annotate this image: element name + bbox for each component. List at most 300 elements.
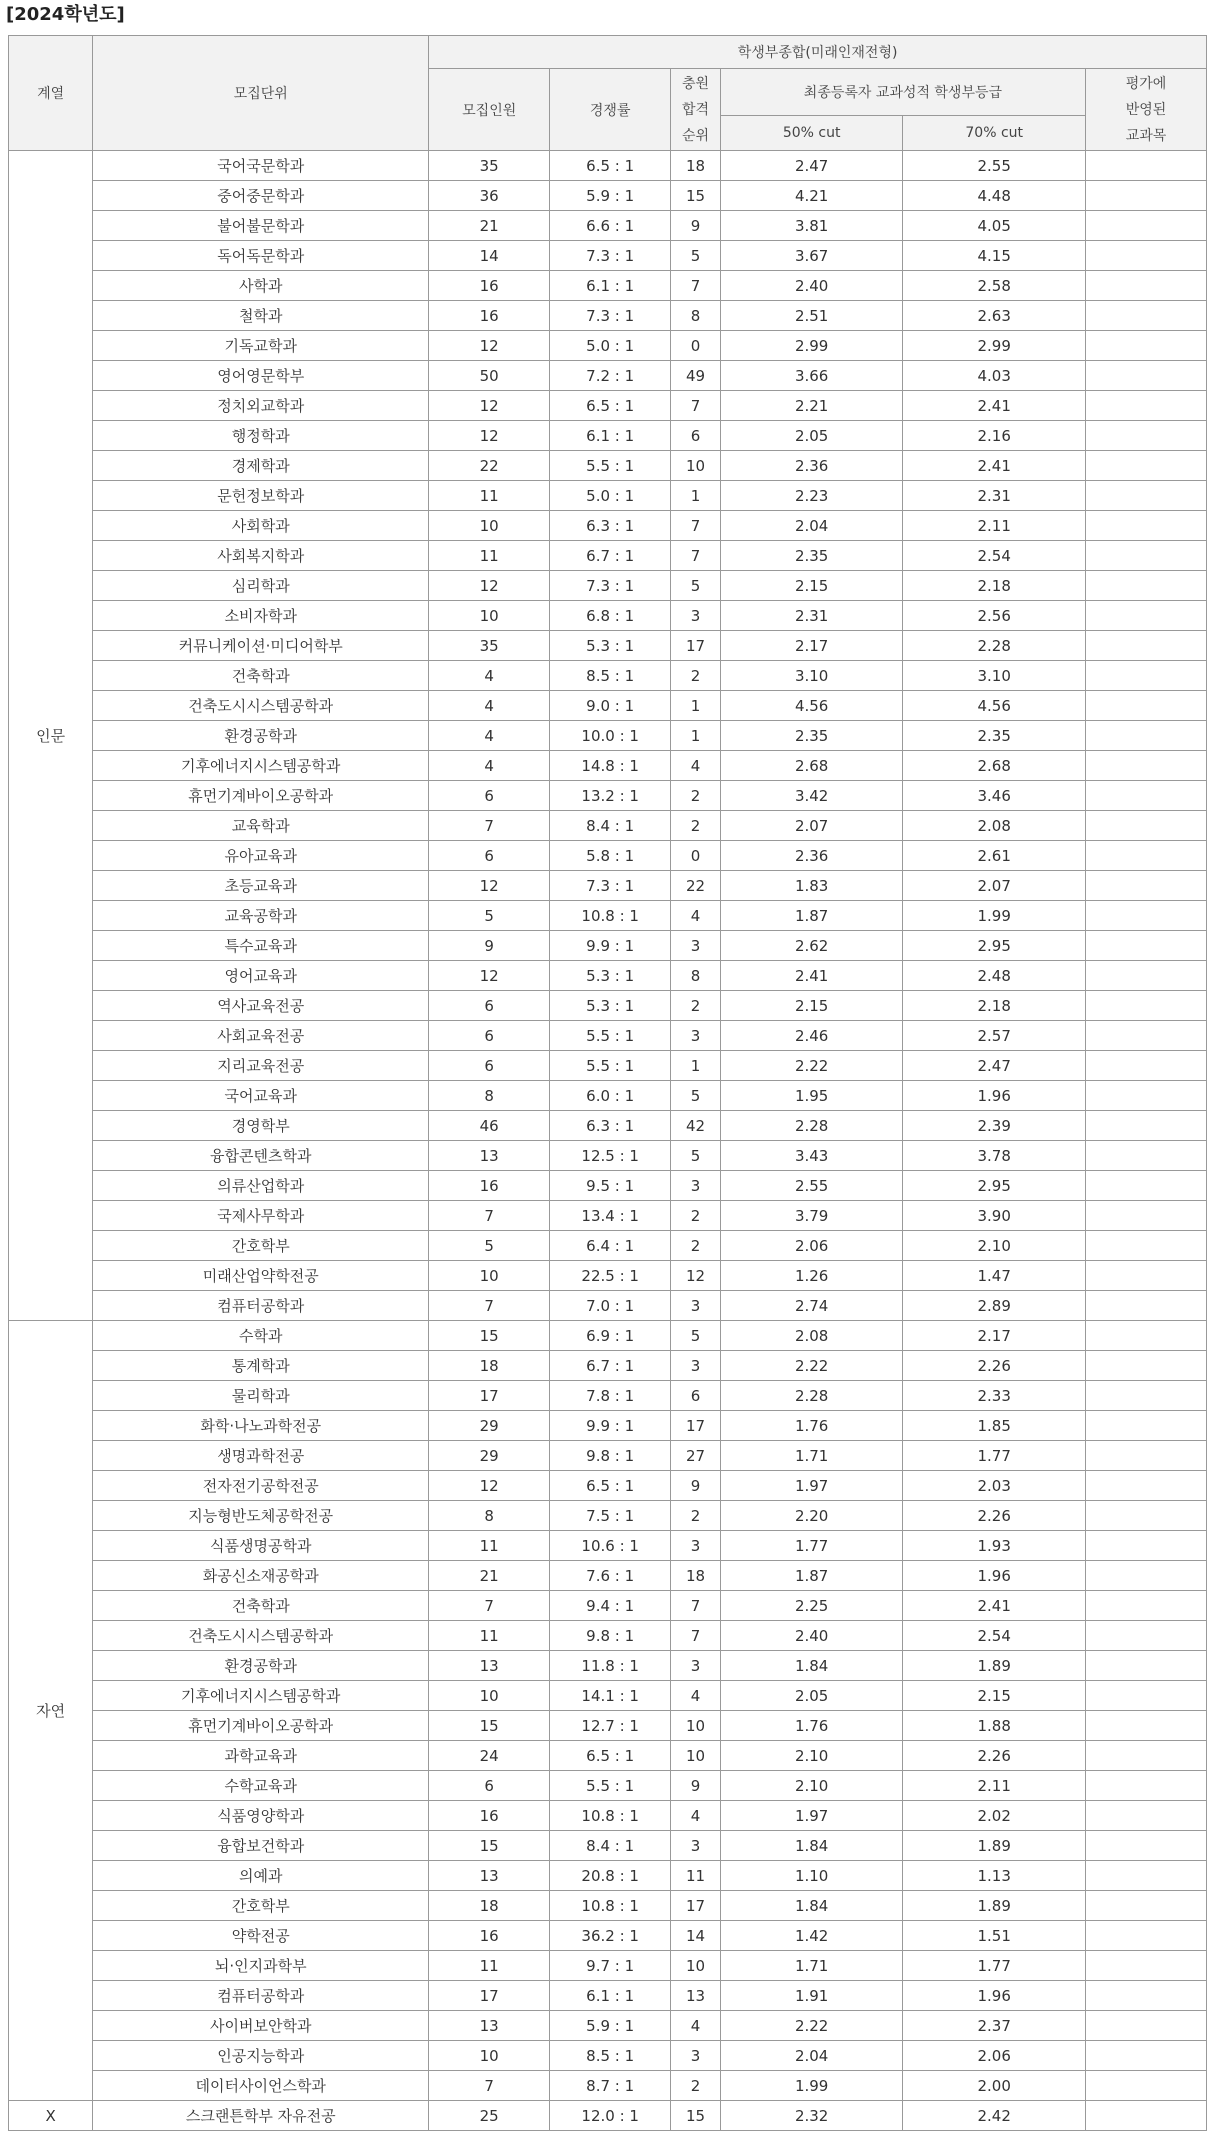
cut50-cell: 2.23 — [720, 481, 903, 511]
competition-cell: 7.6 : 1 — [550, 1561, 671, 1591]
waitlist-cell: 2 — [671, 1231, 721, 1261]
cut70-cell: 2.42 — [903, 2101, 1086, 2131]
competition-cell: 6.1 : 1 — [550, 421, 671, 451]
competition-cell: 5.3 : 1 — [550, 631, 671, 661]
capacity-cell: 10 — [429, 1261, 550, 1291]
waitlist-cell: 7 — [671, 391, 721, 421]
waitlist-cell: 10 — [671, 1711, 721, 1741]
subjects-cell — [1085, 751, 1206, 781]
competition-cell: 9.5 : 1 — [550, 1171, 671, 1201]
cut50-cell: 2.40 — [720, 1621, 903, 1651]
capacity-cell: 10 — [429, 601, 550, 631]
capacity-cell: 15 — [429, 1711, 550, 1741]
competition-cell: 8.5 : 1 — [550, 2041, 671, 2071]
capacity-cell: 12 — [429, 391, 550, 421]
table-row — [9, 211, 1207, 241]
capacity-cell: 11 — [429, 1621, 550, 1651]
competition-cell: 5.5 : 1 — [550, 1771, 671, 1801]
waitlist-cell: 4 — [671, 1681, 721, 1711]
waitlist-cell: 3 — [671, 1531, 721, 1561]
unit-cell: 휴먼기계바이오공학과 — [93, 781, 429, 811]
cut70-cell: 1.47 — [903, 1261, 1086, 1291]
subjects-cell — [1085, 1831, 1206, 1861]
cut70-cell: 2.61 — [903, 841, 1086, 871]
waitlist-cell: 0 — [671, 331, 721, 361]
table-row — [9, 301, 1207, 331]
capacity-cell: 10 — [429, 511, 550, 541]
table-row — [9, 271, 1207, 301]
cut50-cell: 2.28 — [720, 1111, 903, 1141]
subjects-cell — [1085, 481, 1206, 511]
competition-cell: 6.4 : 1 — [550, 1231, 671, 1261]
cut50-cell: 2.35 — [720, 541, 903, 571]
header-subjects-line: 반영된 — [1125, 101, 1167, 118]
cut50-cell: 1.71 — [720, 1951, 903, 1981]
competition-cell: 9.8 : 1 — [550, 1621, 671, 1651]
competition-cell: 5.3 : 1 — [550, 991, 671, 1021]
capacity-cell: 6 — [429, 841, 550, 871]
subjects-cell — [1085, 1621, 1206, 1651]
table-body — [9, 151, 1207, 2131]
waitlist-cell: 10 — [671, 1741, 721, 1771]
competition-cell: 7.5 : 1 — [550, 1501, 671, 1531]
capacity-cell: 10 — [429, 2041, 550, 2071]
cut50-cell: 1.76 — [720, 1411, 903, 1441]
table-row — [9, 1381, 1207, 1411]
cut70-cell: 2.41 — [903, 391, 1086, 421]
header-waitlist-line: 충원 — [681, 75, 710, 92]
cut50-cell: 2.25 — [720, 1591, 903, 1621]
cut70-cell: 2.06 — [903, 2041, 1086, 2071]
cut50-cell: 1.42 — [720, 1921, 903, 1951]
capacity-cell: 17 — [429, 1381, 550, 1411]
cut70-cell: 2.07 — [903, 871, 1086, 901]
capacity-cell: 16 — [429, 1801, 550, 1831]
competition-cell: 10.0 : 1 — [550, 721, 671, 751]
table-row — [9, 481, 1207, 511]
waitlist-cell: 1 — [671, 481, 721, 511]
cut70-cell: 1.89 — [903, 1831, 1086, 1861]
cut50-cell: 2.31 — [720, 601, 903, 631]
table-row — [9, 721, 1207, 751]
cut50-cell: 2.41 — [720, 961, 903, 991]
cut70-cell: 3.46 — [903, 781, 1086, 811]
table-row — [9, 1501, 1207, 1531]
capacity-cell: 46 — [429, 1111, 550, 1141]
unit-cell: 심리학과 — [93, 571, 429, 601]
unit-cell: 건축도시시스템공학과 — [93, 691, 429, 721]
cut70-cell: 2.10 — [903, 1231, 1086, 1261]
capacity-cell: 12 — [429, 961, 550, 991]
subjects-cell — [1085, 1351, 1206, 1381]
subjects-cell — [1085, 1771, 1206, 1801]
subjects-cell — [1085, 151, 1206, 181]
competition-cell: 6.7 : 1 — [550, 541, 671, 571]
table-row — [9, 1651, 1207, 1681]
capacity-cell: 12 — [429, 331, 550, 361]
cut70-cell: 2.15 — [903, 1681, 1086, 1711]
waitlist-cell: 27 — [671, 1441, 721, 1471]
table-row — [9, 1441, 1207, 1471]
cut70-cell: 1.99 — [903, 901, 1086, 931]
cut50-cell: 2.20 — [720, 1501, 903, 1531]
unit-cell: 소비자학과 — [93, 601, 429, 631]
capacity-cell: 24 — [429, 1741, 550, 1771]
cut70-cell: 4.15 — [903, 241, 1086, 271]
cut70-cell: 2.41 — [903, 1591, 1086, 1621]
table-row — [9, 1771, 1207, 1801]
waitlist-cell: 5 — [671, 1321, 721, 1351]
cut50-cell: 3.66 — [720, 361, 903, 391]
subjects-cell — [1085, 691, 1206, 721]
capacity-cell: 21 — [429, 1561, 550, 1591]
capacity-cell: 9 — [429, 931, 550, 961]
waitlist-cell: 1 — [671, 721, 721, 751]
competition-cell: 10.6 : 1 — [550, 1531, 671, 1561]
waitlist-cell: 9 — [671, 1771, 721, 1801]
cut50-cell: 2.17 — [720, 631, 903, 661]
cut70-cell: 2.48 — [903, 961, 1086, 991]
cut50-cell: 1.87 — [720, 901, 903, 931]
cut70-cell: 2.03 — [903, 1471, 1086, 1501]
competition-cell: 7.8 : 1 — [550, 1381, 671, 1411]
table-row — [9, 331, 1207, 361]
subjects-cell — [1085, 331, 1206, 361]
waitlist-cell: 9 — [671, 1471, 721, 1501]
cut70-cell: 2.95 — [903, 931, 1086, 961]
unit-cell: 화학·나노과학전공 — [93, 1411, 429, 1441]
competition-cell: 8.4 : 1 — [550, 811, 671, 841]
cut50-cell: 2.46 — [720, 1021, 903, 1051]
unit-cell: 정치외교학과 — [93, 391, 429, 421]
cut50-cell: 2.68 — [720, 751, 903, 781]
table-row — [9, 151, 1207, 181]
cut70-cell: 2.02 — [903, 1801, 1086, 1831]
subjects-cell — [1085, 211, 1206, 241]
table-row — [9, 1411, 1207, 1441]
header-cut70: 70% cut — [903, 116, 1086, 151]
waitlist-cell: 2 — [671, 811, 721, 841]
unit-cell: 인공지능학과 — [93, 2041, 429, 2071]
unit-cell: 국어국문학과 — [93, 151, 429, 181]
waitlist-cell: 7 — [671, 541, 721, 571]
unit-cell: 물리학과 — [93, 1381, 429, 1411]
competition-cell: 7.3 : 1 — [550, 571, 671, 601]
cut70-cell: 4.56 — [903, 691, 1086, 721]
waitlist-cell: 8 — [671, 961, 721, 991]
waitlist-cell: 2 — [671, 2071, 721, 2101]
table-header — [9, 36, 1207, 151]
unit-cell: 불어불문학과 — [93, 211, 429, 241]
unit-cell: 융합콘텐츠학과 — [93, 1141, 429, 1171]
waitlist-cell: 9 — [671, 211, 721, 241]
unit-cell: 국어교육과 — [93, 1081, 429, 1111]
waitlist-cell: 42 — [671, 1111, 721, 1141]
waitlist-cell: 4 — [671, 1801, 721, 1831]
waitlist-cell: 15 — [671, 181, 721, 211]
cut50-cell: 2.74 — [720, 1291, 903, 1321]
cut70-cell: 1.96 — [903, 1081, 1086, 1111]
unit-cell: 식품영양학과 — [93, 1801, 429, 1831]
header-grade-group: 최종등록자 교과성적 학생부등급 — [720, 69, 1085, 116]
unit-cell: 식품생명공학과 — [93, 1531, 429, 1561]
subjects-cell — [1085, 1441, 1206, 1471]
competition-cell: 9.8 : 1 — [550, 1441, 671, 1471]
unit-cell: 과학교육과 — [93, 1741, 429, 1771]
subjects-cell — [1085, 1681, 1206, 1711]
table-row — [9, 361, 1207, 391]
table-row — [9, 241, 1207, 271]
cut70-cell: 2.17 — [903, 1321, 1086, 1351]
capacity-cell: 50 — [429, 361, 550, 391]
competition-cell: 9.7 : 1 — [550, 1951, 671, 1981]
cut50-cell: 1.91 — [720, 1981, 903, 2011]
subjects-cell — [1085, 2041, 1206, 2071]
subjects-cell — [1085, 1201, 1206, 1231]
capacity-cell: 11 — [429, 541, 550, 571]
competition-cell: 10.8 : 1 — [550, 1801, 671, 1831]
cut70-cell: 2.26 — [903, 1501, 1086, 1531]
cut70-cell: 2.41 — [903, 451, 1086, 481]
cut70-cell: 2.18 — [903, 991, 1086, 1021]
table-row — [9, 1921, 1207, 1951]
capacity-cell: 36 — [429, 181, 550, 211]
subjects-cell — [1085, 1411, 1206, 1441]
competition-cell: 6.3 : 1 — [550, 1111, 671, 1141]
table-row — [9, 811, 1207, 841]
capacity-cell: 7 — [429, 1291, 550, 1321]
cut70-cell: 2.39 — [903, 1111, 1086, 1141]
header-waitlist-line: 순위 — [681, 127, 710, 144]
subjects-cell — [1085, 1951, 1206, 1981]
waitlist-cell: 10 — [671, 1951, 721, 1981]
cut70-cell: 1.77 — [903, 1951, 1086, 1981]
cut50-cell: 3.43 — [720, 1141, 903, 1171]
table-row — [9, 1081, 1207, 1111]
table-row — [9, 181, 1207, 211]
capacity-cell: 21 — [429, 211, 550, 241]
unit-cell: 문헌정보학과 — [93, 481, 429, 511]
capacity-cell: 11 — [429, 481, 550, 511]
cut50-cell: 2.21 — [720, 391, 903, 421]
unit-cell: 컴퓨터공학과 — [93, 1981, 429, 2011]
waitlist-cell: 1 — [671, 1051, 721, 1081]
competition-cell: 12.7 : 1 — [550, 1711, 671, 1741]
waitlist-cell: 2 — [671, 1501, 721, 1531]
subjects-cell — [1085, 1531, 1206, 1561]
waitlist-cell: 5 — [671, 1141, 721, 1171]
header-competition: 경쟁률 — [550, 69, 671, 151]
cut50-cell: 1.77 — [720, 1531, 903, 1561]
table-row — [9, 691, 1207, 721]
subjects-cell — [1085, 1081, 1206, 1111]
waitlist-cell: 7 — [671, 271, 721, 301]
cut50-cell: 2.22 — [720, 1351, 903, 1381]
cut50-cell: 2.28 — [720, 1381, 903, 1411]
capacity-cell: 12 — [429, 871, 550, 901]
competition-cell: 20.8 : 1 — [550, 1861, 671, 1891]
table-row — [9, 1111, 1207, 1141]
competition-cell: 6.5 : 1 — [550, 1741, 671, 1771]
cut50-cell: 1.84 — [720, 1891, 903, 1921]
capacity-cell: 15 — [429, 1831, 550, 1861]
competition-cell: 7.3 : 1 — [550, 301, 671, 331]
capacity-cell: 16 — [429, 301, 550, 331]
table-row — [9, 1741, 1207, 1771]
unit-cell: 초등교육과 — [93, 871, 429, 901]
waitlist-cell: 3 — [671, 601, 721, 631]
table-row — [9, 1951, 1207, 1981]
competition-cell: 7.3 : 1 — [550, 871, 671, 901]
unit-cell: 수학교육과 — [93, 1771, 429, 1801]
waitlist-cell: 2 — [671, 661, 721, 691]
subjects-cell — [1085, 1021, 1206, 1051]
capacity-cell: 29 — [429, 1411, 550, 1441]
cut50-cell: 1.26 — [720, 1261, 903, 1291]
waitlist-cell: 18 — [671, 1561, 721, 1591]
category-cell: X — [9, 2101, 93, 2131]
table-row — [9, 1531, 1207, 1561]
competition-cell: 5.9 : 1 — [550, 2011, 671, 2041]
table-row — [9, 1051, 1207, 1081]
competition-cell: 5.0 : 1 — [550, 331, 671, 361]
cut70-cell: 2.63 — [903, 301, 1086, 331]
waitlist-cell: 7 — [671, 1621, 721, 1651]
capacity-cell: 16 — [429, 1921, 550, 1951]
cut50-cell: 2.15 — [720, 991, 903, 1021]
cut50-cell: 3.67 — [720, 241, 903, 271]
capacity-cell: 22 — [429, 451, 550, 481]
cut70-cell: 3.10 — [903, 661, 1086, 691]
page-title: [2024학년도] — [6, 4, 125, 25]
competition-cell: 13.4 : 1 — [550, 1201, 671, 1231]
unit-cell: 지능형반도체공학전공 — [93, 1501, 429, 1531]
waitlist-cell: 1 — [671, 691, 721, 721]
subjects-cell — [1085, 1891, 1206, 1921]
table-row — [9, 391, 1207, 421]
subjects-cell — [1085, 1741, 1206, 1771]
unit-cell: 화공신소재공학과 — [93, 1561, 429, 1591]
unit-cell: 약학전공 — [93, 1921, 429, 1951]
cut50-cell: 2.40 — [720, 271, 903, 301]
capacity-cell: 5 — [429, 1231, 550, 1261]
competition-cell: 6.0 : 1 — [550, 1081, 671, 1111]
table-row — [9, 631, 1207, 661]
subjects-cell — [1085, 1381, 1206, 1411]
subjects-cell — [1085, 421, 1206, 451]
table-row — [9, 1231, 1207, 1261]
unit-cell: 환경공학과 — [93, 721, 429, 751]
cut70-cell: 4.03 — [903, 361, 1086, 391]
cut50-cell: 2.04 — [720, 2041, 903, 2071]
cut70-cell: 2.89 — [903, 1291, 1086, 1321]
cut50-cell: 2.51 — [720, 301, 903, 331]
table-row — [9, 1201, 1207, 1231]
table-row — [9, 451, 1207, 481]
competition-cell: 36.2 : 1 — [550, 1921, 671, 1951]
cut70-cell: 2.99 — [903, 331, 1086, 361]
subjects-cell — [1085, 661, 1206, 691]
subjects-cell — [1085, 961, 1206, 991]
subjects-cell — [1085, 781, 1206, 811]
unit-cell: 중어중문학과 — [93, 181, 429, 211]
cut70-cell: 1.89 — [903, 1891, 1086, 1921]
competition-cell: 5.3 : 1 — [550, 961, 671, 991]
unit-cell: 건축학과 — [93, 1591, 429, 1621]
capacity-cell: 4 — [429, 721, 550, 751]
cut50-cell: 2.06 — [720, 1231, 903, 1261]
subjects-cell — [1085, 391, 1206, 421]
subjects-cell — [1085, 511, 1206, 541]
table-row — [9, 1171, 1207, 1201]
cut50-cell: 2.05 — [720, 1681, 903, 1711]
waitlist-cell: 2 — [671, 991, 721, 1021]
table-row — [9, 931, 1207, 961]
unit-cell: 철학과 — [93, 301, 429, 331]
cut70-cell: 2.54 — [903, 1621, 1086, 1651]
capacity-cell: 12 — [429, 571, 550, 601]
waitlist-cell: 12 — [671, 1261, 721, 1291]
unit-cell: 데이터사이언스학과 — [93, 2071, 429, 2101]
table-row — [9, 571, 1207, 601]
header-waitlist-line: 합격 — [681, 101, 710, 118]
cut70-cell: 2.47 — [903, 1051, 1086, 1081]
unit-cell: 영어교육과 — [93, 961, 429, 991]
waitlist-cell: 18 — [671, 151, 721, 181]
subjects-cell — [1085, 1171, 1206, 1201]
cut50-cell: 1.95 — [720, 1081, 903, 1111]
competition-cell: 12.5 : 1 — [550, 1141, 671, 1171]
waitlist-cell: 3 — [671, 1021, 721, 1051]
capacity-cell: 6 — [429, 1021, 550, 1051]
capacity-cell: 16 — [429, 271, 550, 301]
header-waitlist — [671, 69, 721, 151]
capacity-cell: 4 — [429, 661, 550, 691]
competition-cell: 7.0 : 1 — [550, 1291, 671, 1321]
waitlist-cell: 3 — [671, 1831, 721, 1861]
competition-cell: 8.5 : 1 — [550, 661, 671, 691]
competition-cell: 8.7 : 1 — [550, 2071, 671, 2101]
waitlist-cell: 3 — [671, 2041, 721, 2071]
unit-cell: 사이버보안학과 — [93, 2011, 429, 2041]
capacity-cell: 16 — [429, 1171, 550, 1201]
competition-cell: 5.0 : 1 — [550, 481, 671, 511]
capacity-cell: 8 — [429, 1501, 550, 1531]
cut50-cell: 2.99 — [720, 331, 903, 361]
waitlist-cell: 4 — [671, 751, 721, 781]
unit-cell: 사학과 — [93, 271, 429, 301]
unit-cell: 유아교육과 — [93, 841, 429, 871]
waitlist-cell: 8 — [671, 301, 721, 331]
cut70-cell: 1.96 — [903, 1561, 1086, 1591]
cut70-cell: 1.77 — [903, 1441, 1086, 1471]
cut50-cell: 1.97 — [720, 1801, 903, 1831]
waitlist-cell: 4 — [671, 2011, 721, 2041]
capacity-cell: 12 — [429, 421, 550, 451]
waitlist-cell: 15 — [671, 2101, 721, 2131]
waitlist-cell: 49 — [671, 361, 721, 391]
waitlist-cell: 3 — [671, 1291, 721, 1321]
competition-cell: 7.2 : 1 — [550, 361, 671, 391]
subjects-cell — [1085, 1051, 1206, 1081]
competition-cell: 5.5 : 1 — [550, 1021, 671, 1051]
cut50-cell: 1.76 — [720, 1711, 903, 1741]
competition-cell: 6.8 : 1 — [550, 601, 671, 631]
capacity-cell: 14 — [429, 241, 550, 271]
cut50-cell: 2.32 — [720, 2101, 903, 2131]
table-row — [9, 1471, 1207, 1501]
header-cut50: 50% cut — [720, 116, 903, 151]
